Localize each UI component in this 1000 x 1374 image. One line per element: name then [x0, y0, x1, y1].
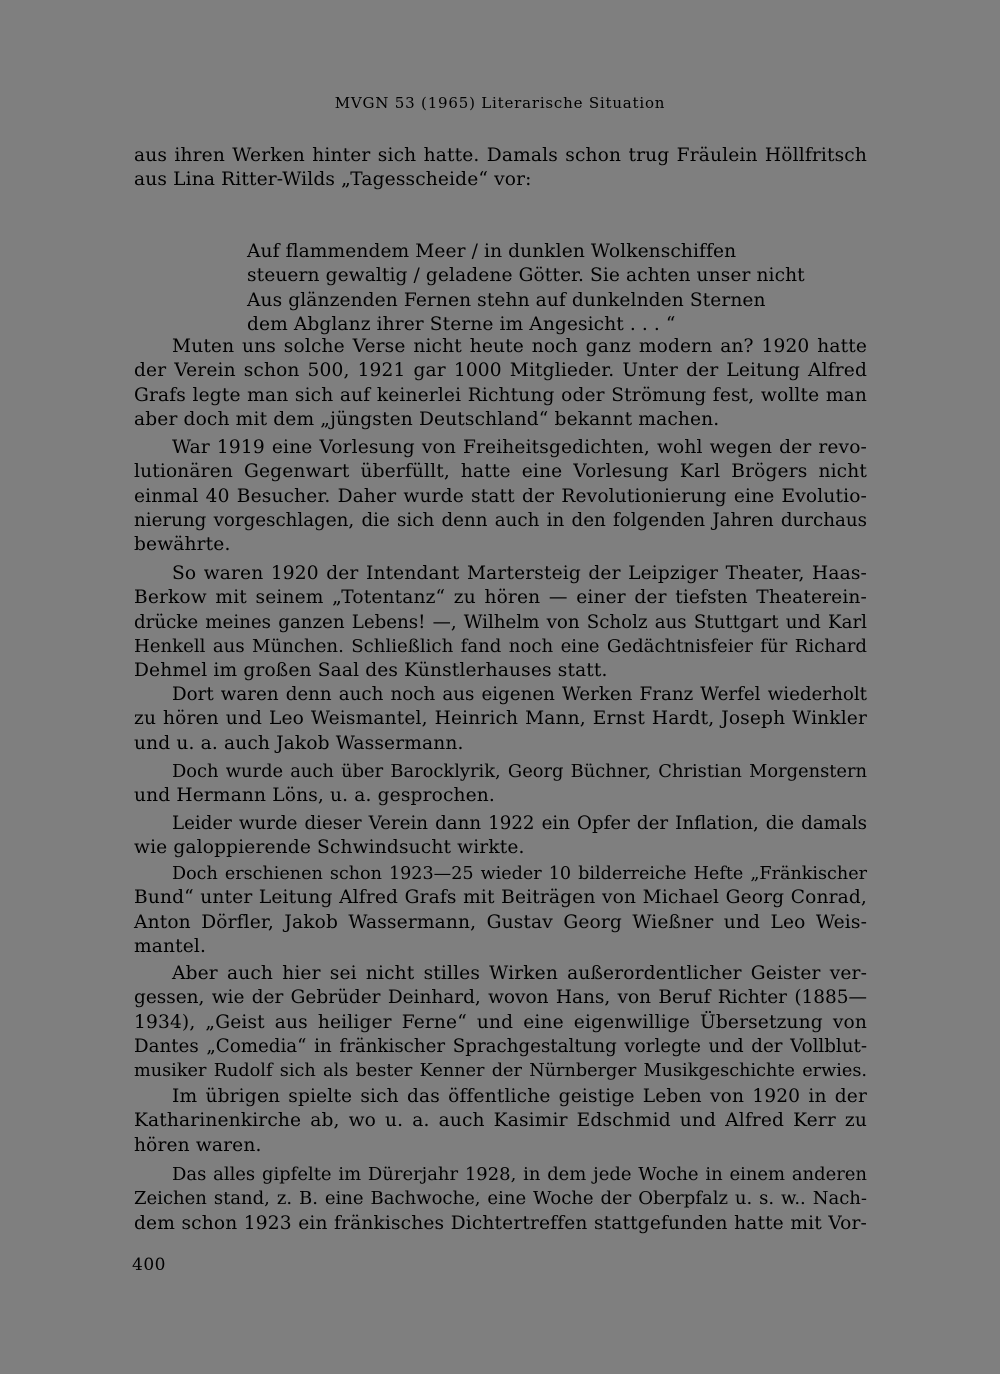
- paragraph: [134, 1163, 867, 1236]
- text-line: Bund“ unter Leitung Alfred Grafs mit Beiträgen von Michael Georg Conrad,: [134, 887, 867, 909]
- text-line: der Verein schon 500, 1921 gar 1000 Mitglieder. Unter der Leitung Alfred: [134, 360, 867, 382]
- paragraph: [134, 1085, 867, 1158]
- text-line: Muten uns solche Verse nicht heute noch ganz modern an? 1920 hatte: [172, 336, 867, 357]
- text-line: Doch erschienen schon 1923—25 wieder 10 bilderreiche Hefte „Fränkischer: [172, 864, 867, 884]
- text-line: Zeichen stand, z. B. eine Bachwoche, eine Woche der Oberpfalz u. s. w.. Nach-: [134, 1188, 867, 1210]
- poem-line: Auf flammendem Meer / in dunklen Wolkenschiffen: [247, 241, 737, 262]
- intro-paragraph: [134, 144, 867, 193]
- text-line: drücke meines ganzen Lebens! —, Wilhelm von Scholz aus Stuttgart und Karl: [134, 611, 867, 633]
- text-line: aber doch mit dem „jüngsten Deutschland“ bekannt machen.: [134, 408, 720, 430]
- paragraph: [134, 335, 867, 432]
- text-line: zu hören und Leo Weismantel, Heinrich Mann, Ernst Hardt, Joseph Winkler: [134, 708, 867, 730]
- text-line: Doch wurde auch über Barocklyrik, Georg Büchner, Christian Morgenstern: [172, 761, 867, 782]
- running-head: MVGN 53 (1965) Literarische Situation: [334, 94, 666, 112]
- paragraph: [134, 962, 867, 1083]
- paragraph: [134, 562, 867, 683]
- text-line: Im übrigen spielte sich das öffentliche geistige Leben von 1920 in der: [172, 1086, 867, 1107]
- text-line: einmal 40 Besucher. Daher wurde statt der Revolutionierung eine Evolutio-: [134, 485, 867, 507]
- text-line: dem schon 1923 ein fränkisches Dichtertreffen stattgefunden hatte mit Vor-: [134, 1212, 867, 1234]
- poem-line: Aus glänzenden Fernen stehn auf dunkelnden Sternen: [247, 289, 766, 311]
- paragraph: [134, 760, 867, 809]
- page-number: 400: [132, 1255, 166, 1275]
- text-line: und u. a. auch Jakob Wassermann.: [134, 732, 464, 754]
- text-line: mantel.: [134, 935, 207, 957]
- poem-line: dem Abglanz ihrer Sterne im Angesicht . . . “: [247, 313, 676, 335]
- poem-line: steuern gewaltig / geladene Götter. Sie achten unser nicht: [247, 265, 805, 287]
- text-line: Dort waren denn auch noch aus eigenen Werken Franz Werfel wiederholt: [172, 684, 867, 705]
- text-line: So waren 1920 der Intendant Martersteig der Leipziger Theater, Haas-: [172, 563, 867, 584]
- paragraph: [134, 812, 867, 861]
- text-line: Dehmel im großen Saal des Künstlerhauses statt.: [134, 660, 608, 682]
- poem-quote: [247, 240, 805, 337]
- text-line: Leider wurde dieser Verein dann 1922 ein Opfer der Inflation, die damals: [172, 813, 867, 834]
- paragraph: [134, 862, 867, 959]
- text-line: Grafs legte man sich auf keinerlei Richtung oder Strömung fest, wollte man: [134, 384, 867, 406]
- text-line: Katharinenkirche ab, wo u. a. auch Kasimir Edschmid und Alfred Kerr zu: [134, 1110, 867, 1132]
- text-line: 1934), „Geist aus heiliger Ferne“ und eine eigenwillige Übersetzung von: [134, 1011, 867, 1033]
- text-line: gessen, wie der Gebrüder Deinhard, wovon Hans, von Beruf Richter (1885—: [134, 987, 867, 1009]
- text-line: Henkell aus München. Schließlich fand noch eine Gedächtnisfeier für Richard: [134, 635, 867, 657]
- text-line: aus ihren Werken hinter sich hatte. Damals schon trug Fräulein Höllfritsch: [134, 145, 867, 166]
- text-line: Das alles gipfelte im Dürerjahr 1928, in dem jede Woche in einem anderen: [172, 1164, 867, 1185]
- text-line: Aber auch hier sei nicht stilles Wirken außerordentlicher Geister ver-: [172, 963, 867, 984]
- text-line: musiker Rudolf sich als bester Kenner der Nürnberger Musikgeschichte erwies.: [134, 1061, 867, 1082]
- text-line: War 1919 eine Vorlesung von Freiheitsgedichten, wohl wegen der revo-: [172, 437, 867, 458]
- text-line: nierung vorgeschlagen, die sich denn auch in den folgenden Jahren durchaus: [134, 509, 867, 531]
- text-line: wie galoppierende Schwindsucht wirkte.: [134, 837, 525, 859]
- paragraph: [134, 436, 867, 557]
- text-line: bewährte.: [134, 534, 231, 556]
- paragraph: [134, 683, 867, 756]
- text-line: aus Lina Ritter-Wilds „Tagesscheide“ vor:: [134, 169, 532, 191]
- text-line: Anton Dörfler, Jakob Wassermann, Gustav Georg Wießner und Leo Weis-: [134, 911, 867, 933]
- text-line: hören waren.: [134, 1134, 262, 1156]
- text-line: Dantes „Comedia“ in fränkischer Sprachgestaltung vorlegte und der Vollblut-: [134, 1035, 867, 1057]
- text-line: Berkow mit seinem „Totentanz“ zu hören — einer der tiefsten Theaterein-: [134, 587, 867, 609]
- text-line: und Hermann Löns, u. a. gesprochen.: [134, 785, 495, 807]
- text-line: lutionären Gegenwart überfüllt, hatte eine Vorlesung Karl Brögers nicht: [134, 461, 867, 483]
